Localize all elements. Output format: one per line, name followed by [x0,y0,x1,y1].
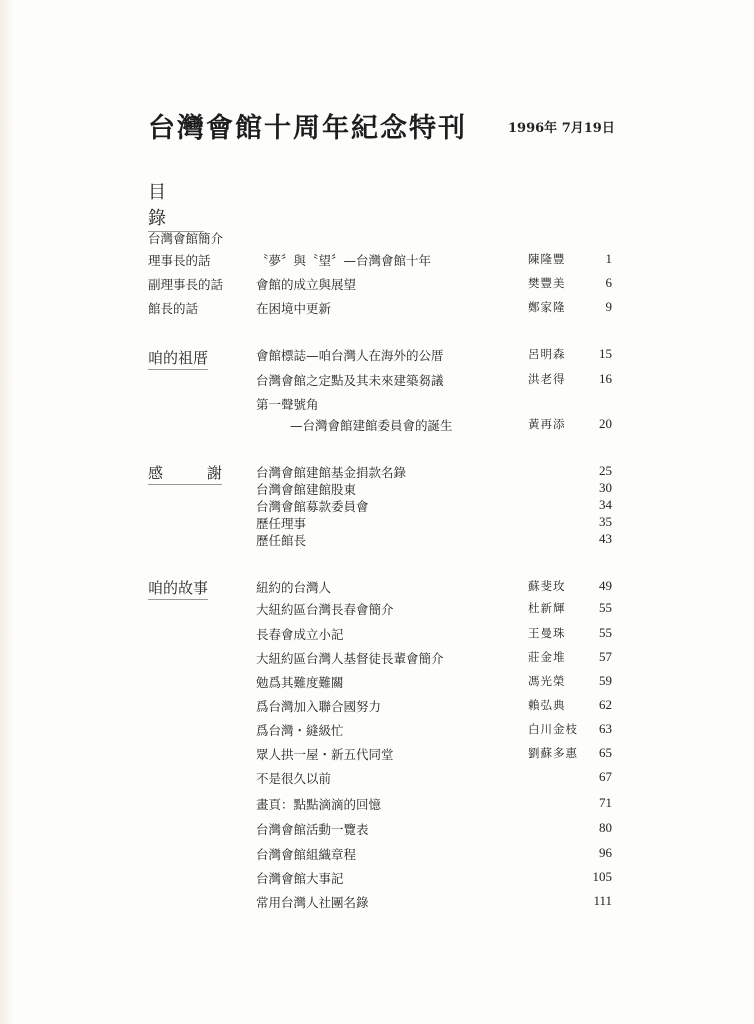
toc-title: 爲台灣加入聯合國努力 [256,699,382,714]
toc-page: 65 [599,745,612,760]
toc-author: 黃再添 [528,417,566,431]
group-heading-right: 謝 [206,464,222,482]
publication-date: 1996年 7月19日 [508,121,615,136]
toc-page: 63 [599,721,612,736]
toc-section: 理事長的話 [148,253,211,268]
toc-title: 台灣會館組織章程 [256,847,357,862]
toc-title: 勉爲其難度難關 [256,675,344,690]
toc-page: 6 [605,275,612,290]
toc-section: 館長的話 [148,301,199,316]
toc-title: 大紐約區台灣長春會簡介 [256,602,394,617]
toc-page: 111 [593,893,612,908]
toc-row [0,395,754,415]
toc-section: 台灣會館簡介 [148,231,224,246]
toc-row [0,299,754,319]
toc-author: 呂明森 [528,347,566,361]
toc-row [0,531,754,551]
toc-page: 34 [599,497,612,512]
toc-page: 30 [599,480,612,495]
toc-title: 台灣會館建館基金捐款名錄 [256,465,407,480]
toc-author: 蘇斐玫 [528,579,566,593]
toc-row [0,416,754,436]
group-heading: 咱的祖厝 [148,347,208,370]
toc-row [0,625,754,645]
toc-row [0,346,754,366]
toc-author: 劉蘇多惠 [528,746,578,760]
toc-author: 莊金堆 [528,650,566,664]
toc-page: 55 [599,600,612,615]
toc-title: 台灣會館活動一覽表 [256,822,369,837]
toc-row [0,275,754,295]
toc-row [0,229,754,249]
toc-row [0,869,754,889]
toc-row [0,578,754,598]
group-heading-left: 感 [148,464,164,482]
toc-page: 67 [599,769,612,784]
toc-heading: 目 錄 [148,178,204,232]
toc-title: 爲台灣・縫級忙 [256,723,344,738]
toc-author: 樊豐美 [528,276,566,290]
toc-page: 62 [599,697,612,712]
toc-title: 台灣會館建館股東 [256,482,357,497]
toc-page: 96 [599,845,612,860]
toc-page: 20 [599,416,612,431]
toc-page: 43 [599,531,612,546]
toc-title: 會館標誌—咱台灣人在海外的公厝 [256,348,444,363]
toc-page: 35 [599,514,612,529]
toc-title: —台灣會館建館委員會的誕生 [290,418,453,433]
toc-row [0,745,754,765]
toc-page: 57 [599,649,612,664]
toc-title: 大紐約區台灣人基督徒長輩會簡介 [256,651,444,666]
toc-title: 歷任理事 [256,516,307,531]
toc-author: 賴弘典 [528,698,566,712]
toc-author: 王曼珠 [528,626,566,640]
toc-title: 台灣會館之定點及其未來建築芻議 [256,373,444,388]
toc-page: 16 [599,371,612,386]
toc-title: 畫頁：點點滴滴的回憶 [256,797,382,812]
toc-title: 〝夢〞與〝望〞—台灣會館十年 [256,253,432,268]
toc-author: 杜新輝 [528,601,566,615]
toc-page: 71 [599,795,612,810]
group-heading: 咱的故事 [148,577,208,600]
toc-row [0,820,754,840]
toc-row [0,251,754,271]
document-title: 台灣會館十周年紀念特刊 [148,113,467,144]
toc-page: 25 [599,463,612,478]
toc-title: 長春會成立小記 [256,627,344,642]
toc-page: 9 [605,299,612,314]
toc-page: 15 [599,346,612,361]
toc-title: 常用台灣人社團名錄 [256,895,369,910]
toc-page: 105 [592,869,612,884]
toc-page: 80 [599,820,612,835]
toc-row [0,769,754,789]
toc-title: 台灣會館大事記 [256,871,344,886]
toc-title: 會館的成立與展望 [256,277,357,292]
toc-title: 不是很久以前 [256,771,332,786]
toc-title: 台灣會館募款委員會 [256,499,369,514]
toc-row [0,697,754,717]
toc-row [0,673,754,693]
toc-author: 鄭家隆 [528,300,566,314]
toc-title: 在困境中更新 [256,301,332,316]
toc-author: 陳隆豐 [528,252,566,266]
toc-page: 55 [599,625,612,640]
toc-title: 眾人拱一屋・新五代同堂 [256,747,394,762]
toc-row [0,649,754,669]
toc-row [0,600,754,620]
toc-author: 白川金枝 [528,722,578,736]
toc-section: 副理事長的話 [148,277,224,292]
toc-page: 59 [599,673,612,688]
toc-author: 馮光榮 [528,674,566,688]
toc-row [0,795,754,815]
toc-page: 49 [599,578,612,593]
toc-row [0,721,754,741]
toc-author: 洪老得 [528,372,566,386]
toc-title: 第一聲號角 [256,397,319,412]
toc-page: 1 [605,251,612,266]
toc-row [0,845,754,865]
toc-title: 歷任館長 [256,533,307,548]
toc-row [0,893,754,913]
toc-title: 紐約的台灣人 [256,580,332,595]
toc-row [0,371,754,391]
